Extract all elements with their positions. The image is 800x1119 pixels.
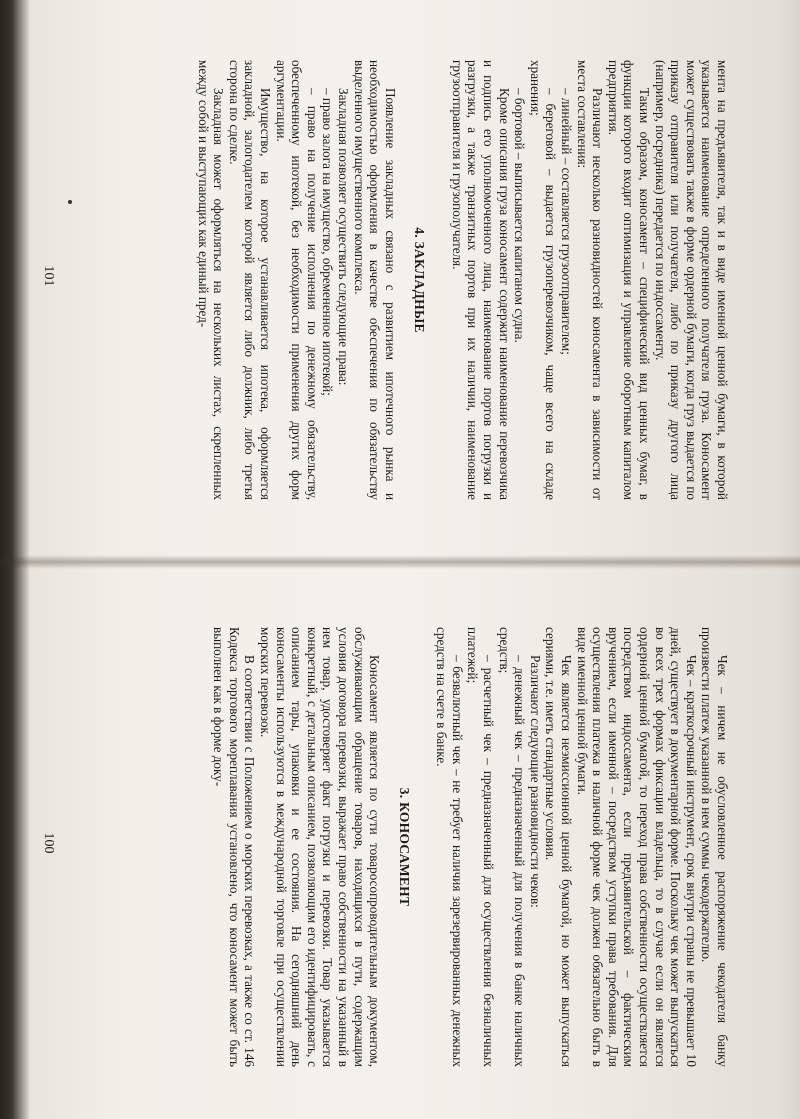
section-heading: 3. КОНОСАМЕНТ bbox=[396, 787, 412, 907]
paragraph: – право на получение исполнения по денежному обязательству, обеспеченному ипотекой, без необходимости применения других форм аргументации. bbox=[273, 60, 320, 500]
page-101-number: 101 bbox=[41, 265, 56, 287]
paragraph: Имущество, на которое устанавливается ипотека, оформляется закладной, залогодателем которой является либо должник, либо третья сторона по сделке. bbox=[226, 60, 273, 500]
paragraph: мента на предъявителя, так и в виде именной ценной бумаги, в которой указывается наименование определенного получателя груза. Коносамент может существовать также в форме ордерной бумаги, когда груз выдается по приказу отправителя или получателя, либо по приказу другого лица (например, посредника) передается по индоссаменту. bbox=[652, 60, 730, 500]
paragraph: – денежный чек – предназначенный для получения в банке наличных средств; bbox=[496, 627, 528, 1067]
paragraph: – береговой – выдается грузоперевозчиком, чаще всего на складе хранения; bbox=[527, 60, 559, 500]
paragraph: Чек – ничем не обусловленное распоряжение чекодателя банку произвести платеж указанной в нем суммы чекодержателю. bbox=[699, 627, 730, 1067]
paragraph: В соответствии с Положением о морских перевозках, а также со ст. 146 Кодекса торгового мореплавания установлено, что коносамент может быть выполнен как в форме доку- bbox=[211, 627, 258, 1067]
paragraph: Закладная может оформляться на нескольких листах, скрепленных между собой и выступающих как единый пред- bbox=[195, 60, 227, 500]
paragraph: Появление закладных связано с развитием ипотечного рынка и необходимостью оформления в качестве обеспечения по обязательству выделенного имущественного комплекса. bbox=[351, 60, 398, 500]
print-speck bbox=[68, 200, 72, 204]
page-100 bbox=[0, 567, 800, 1119]
page-100-text-column bbox=[211, 627, 730, 1067]
paragraph: Чек – краткосрочный инструмент, срок внутри страны не превышает 10 дней, существует в документарной форме. Поскольку чек может выпускаться во всех трех формах фиксации владельца, то в случае если он является ордерной ценной бумагой, то переход права собственности осуществляется посредством индоссамента, если предъявительской – фактическим вручением, если именной – посредством уступки права требования. Для осуществления платежа в наличной форме чек должен обязательно быть в виде именной ценной бумаги. bbox=[574, 627, 699, 1067]
paragraph: Закладная позволяет осуществить следующие права: bbox=[335, 88, 351, 386]
paragraph: – бортовой – выписывается капитаном судна. bbox=[512, 88, 528, 343]
page-101 bbox=[0, 0, 800, 552]
paragraph: Таким образом, коносамент – специфический вид ценных бумаг, в функции которого входит оптимизация и управление оборотным капиталом предприятия. bbox=[605, 60, 653, 500]
paragraph: Чек является неэмиссионной ценной бумагой, но может выпускаться сериями, т.е. иметь стандартные условия. bbox=[543, 627, 575, 1067]
paragraph: – линейный – составляется грузоотправителем; bbox=[559, 88, 575, 355]
paragraph: – безвалютный чек – не требует наличия зарезервированных денежных средств на счете в банке. bbox=[434, 627, 465, 1067]
paragraph: Коносамент является по сути товаросопроводительным документом, обслуживающим обращение товаров, находящихся в пути, содержащим условия договора перевозки, выражает право собственности на указанный в нем товар, удостоверяет факт погрузки и перевозки. Товар указывается конкретный, с детальным описанием, позволяющим его идентифицировать, с описанием тары, упаковки и ее состояния. На сегодняшний день коносаменты используются в международной торговле при осуществлении морских перевозок. bbox=[257, 627, 383, 1067]
paragraph: Различают несколько разновидностей коносамента в зависимости от места составления: bbox=[574, 60, 606, 500]
section-heading: 4. ЗАКЛАДНЫЕ bbox=[412, 227, 428, 333]
paragraph: – право залога на имущество, обремененное ипотекой; bbox=[320, 88, 336, 396]
page-101-text-column bbox=[195, 60, 730, 500]
paragraph: Различают следующие разновидности чеков: bbox=[527, 655, 543, 908]
page-100-number: 100 bbox=[41, 832, 56, 854]
paragraph: – расчетный чек – предназначенный для осуществления безналичных платежей; bbox=[465, 627, 497, 1067]
paragraph: Кроме описания груза коносамент содержит наименование перевозчика и подпись его уполномоченного лица, наименование портов погрузки и разгрузки, а также транзитных портов при их наличии, наименование грузоотправителя и грузополучателя. bbox=[449, 60, 512, 500]
